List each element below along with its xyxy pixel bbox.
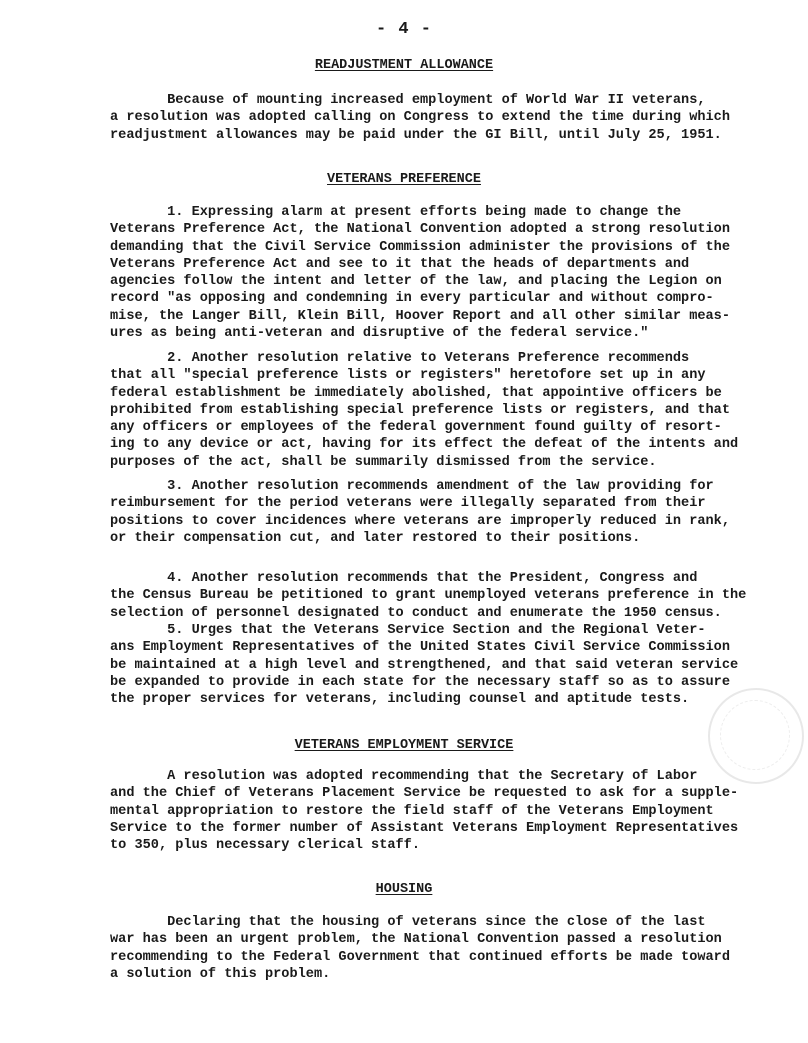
employment-paragraph: [110, 768, 739, 854]
text-line: a resolution was adopted calling on Congress to extend the time during which: [110, 110, 730, 126]
text-line: recommending to the Federal Government that continued efforts be made toward: [110, 949, 730, 965]
preference-paragraph-3: [110, 478, 730, 547]
text-line: 1. Expressing alarm at present efforts being made to change the: [110, 205, 682, 220]
readjustment-paragraph: [110, 92, 730, 144]
preference-paragraph-1: [110, 204, 730, 342]
text-line: A resolution was adopted recommending that the Secretary of Labor: [110, 769, 698, 784]
text-line: or their compensation cut, and later restored to their positions.: [110, 530, 641, 546]
text-line: Veterans Preference Act, the National Convention adopted a strong resolution: [110, 222, 730, 238]
housing-paragraph: [110, 914, 730, 983]
text-line: demanding that the Civil Service Commission administer the provisions of the: [110, 239, 730, 255]
heading-veterans-preference: VETERANS PREFERENCE: [327, 172, 481, 187]
text-line: positions to cover incidences where veterans are improperly reduced in rank,: [110, 513, 730, 529]
text-line: Veterans Preference Act and see to it that the heads of departments and: [110, 256, 690, 272]
archive-stamp: [708, 688, 804, 784]
text-line: selection of personnel designated to conduct and enumerate the 1950 census.: [110, 605, 722, 621]
text-line: prohibited from establishing special preference lists or registers, and that: [110, 402, 730, 418]
text-line: purposes of the act, shall be summarily dismissed from the service.: [110, 454, 657, 470]
text-line: Because of mounting increased employment of World War II veterans,: [110, 93, 706, 108]
heading-veterans-employment-service: VETERANS EMPLOYMENT SERVICE: [294, 738, 514, 753]
text-line: federal establishment be immediately abolished, that appointive officers be: [110, 385, 722, 401]
heading-housing: HOUSING: [375, 882, 433, 897]
text-line: war has been an urgent problem, the National Convention passed a resolution: [110, 932, 722, 948]
page-number: - 4 -: [375, 20, 432, 39]
preference-paragraph-5: [110, 622, 739, 708]
text-line: Service to the former number of Assistant Veterans Employment Representatives: [110, 820, 739, 836]
text-line: record "as opposing and condemning in every particular and without compro-: [110, 291, 714, 307]
preference-paragraph-4: [110, 570, 747, 622]
text-line: readjustment allowances may be paid under the GI Bill, until July 25, 1951.: [110, 127, 722, 143]
text-line: be maintained at a high level and strengthened, and that said veteran service: [110, 657, 739, 673]
text-line: 4. Another resolution recommends that the President, Congress and: [110, 571, 698, 586]
text-line: a solution of this problem.: [110, 966, 331, 982]
text-line: ing to any device or act, having for its effect the defeat of the intents and: [110, 437, 739, 453]
text-line: be expanded to provide in each state for the necessary staff so as to assure: [110, 674, 730, 690]
text-line: ures as being anti-veteran and disruptive of the federal service.": [110, 326, 649, 342]
text-line: the proper services for veterans, including counsel and aptitude tests.: [110, 692, 690, 708]
text-line: 5. Urges that the Veterans Service Section and the Regional Veter-: [110, 623, 706, 638]
heading-readjustment-allowance: READJUSTMENT ALLOWANCE: [314, 58, 494, 73]
text-line: and the Chief of Veterans Placement Service be requested to ask for a supple-: [110, 786, 739, 802]
text-line: 2. Another resolution relative to Veterans Preference recommends: [110, 351, 690, 366]
text-line: mental appropriation to restore the field staff of the Veterans Employment: [110, 803, 714, 819]
text-line: the Census Bureau be petitioned to grant unemployed veterans preference in the: [110, 588, 747, 604]
text-line: any officers or employees of the federal government found guilty of resort-: [110, 420, 722, 436]
text-line: mise, the Langer Bill, Klein Bill, Hoover Report and all other similar meas-: [110, 308, 730, 324]
text-line: 3. Another resolution recommends amendment of the law providing for: [110, 479, 714, 494]
text-line: reimbursement for the period veterans were illegally separated from their: [110, 496, 706, 512]
text-line: Declaring that the housing of veterans since the close of the last: [110, 915, 706, 930]
preference-paragraph-2: [110, 350, 739, 471]
text-line: to 350, plus necessary clerical staff.: [110, 838, 420, 854]
text-line: ans Employment Representatives of the United States Civil Service Commission: [110, 640, 730, 656]
text-line: agencies follow the intent and letter of the law, and placing the Legion on: [110, 274, 722, 290]
text-line: that all "special preference lists or registers" heretofore set up in any: [110, 368, 706, 384]
